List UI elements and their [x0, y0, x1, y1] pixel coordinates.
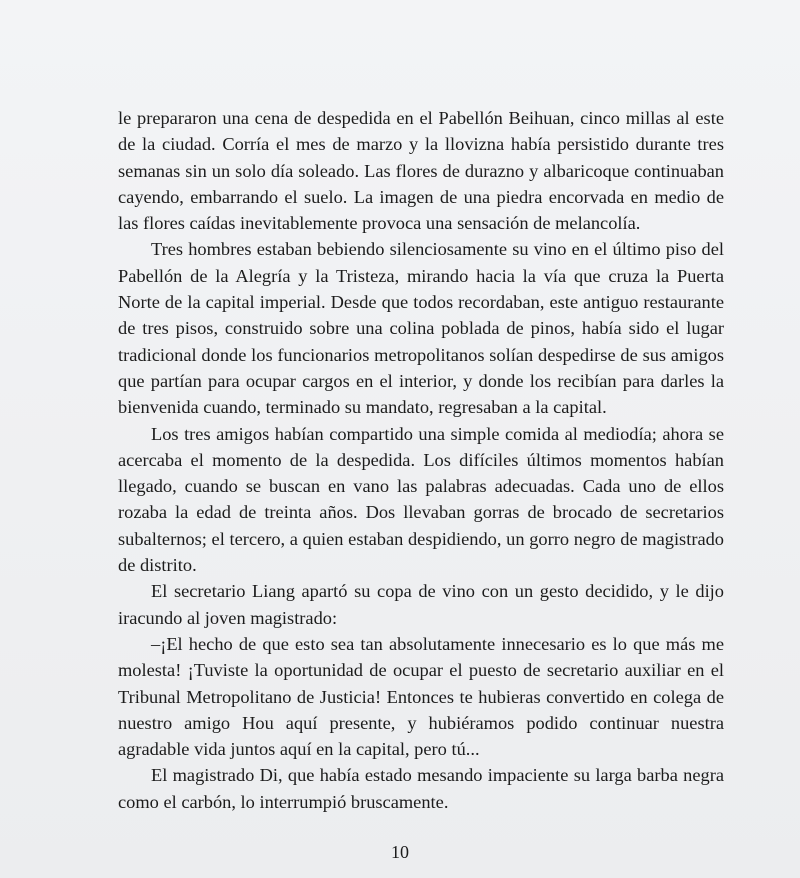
paragraph-4: El secretario Liang apartó su copa de vino con un gesto decidido, y le dijo iracundo al joven magistrado: — [118, 581, 724, 628]
page-number: 10 — [391, 842, 409, 862]
paragraph-1: le prepararon una cena de despedida en el Pabellón Beihuan, cinco millas al este de la ciudad. Corría el mes de marzo y la llovizna había persistido durante tres semanas sin un solo día soleado. Las flores de durazno y albaricoque continuaban cayendo, embarrando el suelo. La imagen de una piedra encorvada en medio de las flores caídas inevitablemente provoca una sensación de melancolía. — [118, 108, 724, 234]
body-text — [118, 105, 724, 815]
paragraph-2: Tres hombres estaban bebiendo silenciosamente su vino en el último piso del Pabellón de la Alegría y la Tristeza, mirando hacia la vía que cruza la Puerta Norte de la capital imperial. Desde que todos recordaban, este antiguo restaurante de tres pisos, construido sobre una colina poblada de pinos, había sido el lugar tradicional donde los funcionarios metropolitanos solían despedirse de sus amigos que partían para ocupar cargos en el interior, y donde los recibían para darles la bienvenida cuando, terminado su mandato, regresaban a la capital. — [118, 239, 724, 418]
paragraph-6: El magistrado Di, que había estado mesando impaciente su larga barba negra como el carbón, lo interrumpió bruscamente. — [118, 765, 724, 812]
paragraph-3: Los tres amigos habían compartido una simple comida al mediodía; ahora se acercaba el momento de la despedida. Los difíciles últimos momentos habían llegado, cuando se buscan en vano las palabras adecuadas. Cada uno de ellos rozaba la edad de treinta años. Dos llevaban gorras de brocado de secretarios subalternos; el tercero, a quien estaban despidiendo, un gorro negro de magistrado de distrito. — [118, 423, 724, 576]
paragraph-5: –¡El hecho de que esto sea tan absolutamente innecesario es lo que más me molesta! ¡Tuviste la oportunidad de ocupar el puesto de secretario auxiliar en el Tribunal Metropolitano de Justicia! Entonces te hubieras convertido en colega de nuestro amigo Hou aquí presente, y hubiéramos podido continuar nuestra agradable vida juntos aquí en la capital, pero tú... — [118, 633, 724, 760]
